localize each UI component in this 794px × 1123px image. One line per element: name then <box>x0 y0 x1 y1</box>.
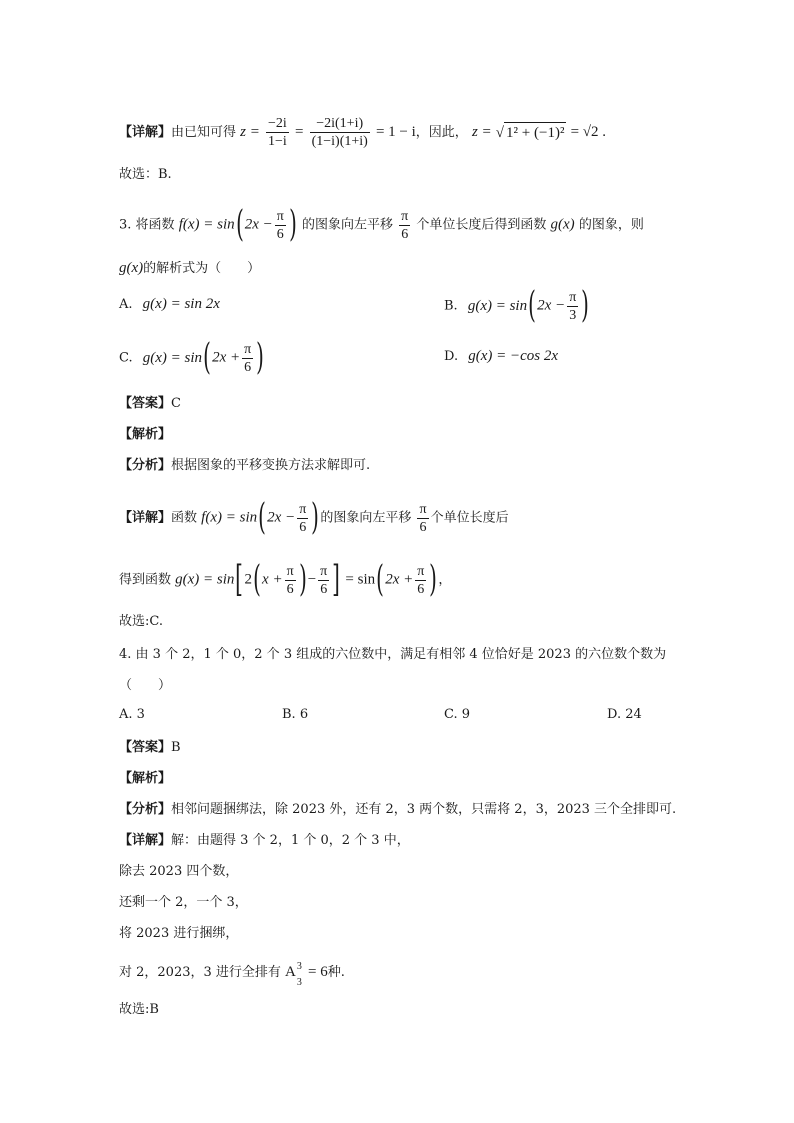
q3-detail-paren-close: ) <box>311 497 320 538</box>
q3-g-full: g(x) = sin <box>175 571 235 588</box>
q4-line-3: 还剩一个 2，一个 3， <box>119 895 248 910</box>
q3-answer-value: C <box>171 396 181 411</box>
q3-option-a <box>119 294 220 315</box>
q3-option-b <box>444 285 590 326</box>
q4-line-2: 除去 2023 四个数， <box>119 864 239 879</box>
q3-arg: 2x − <box>244 216 273 233</box>
q3-eq-sin: = sin <box>345 571 376 588</box>
q3-text-a: 将函数 <box>135 217 175 233</box>
q4-option-a: A. 3 <box>119 707 145 722</box>
q3-detail-arg: 2x − <box>267 509 296 526</box>
fraction-2 <box>310 115 370 150</box>
q3-detail-six: 6 <box>299 519 307 535</box>
perm-sup: 3 <box>296 960 302 972</box>
q3-option-b-pre: g(x) = sin <box>467 297 528 314</box>
q3-detail-f-expr: f(x) = sin <box>201 509 258 526</box>
q3-inner-frac <box>285 563 296 598</box>
q3-detail-line-2 <box>119 559 452 600</box>
q3-minus-frac <box>318 563 329 598</box>
q3-option-b-pi: π <box>569 289 577 305</box>
result: = 1 − i <box>375 124 416 140</box>
q3-stem-line-1 <box>119 204 644 245</box>
q3-detail-pi: π <box>299 501 307 517</box>
q3-option-b-paren-open: ( <box>528 285 536 326</box>
q4-detail-line-1 <box>119 831 410 851</box>
q3-stem-line-2 <box>119 258 260 279</box>
q3-option-c-pi: π <box>244 341 252 357</box>
q3-option-c-paren-close: ) <box>256 337 265 378</box>
q3-brief-line <box>119 456 370 476</box>
radicand: 1² + (−1)² <box>504 122 566 143</box>
q3-choose: 故选:C. <box>119 614 163 629</box>
q3-bracket-close: ] <box>332 559 341 600</box>
q3-minus-six: 6 <box>320 581 328 597</box>
q3-res-pi: π <box>417 563 425 579</box>
q3-pi-6 <box>275 208 286 243</box>
fraction-1-den: 1−i <box>268 134 287 149</box>
detail-label: 【详解】 <box>119 125 172 140</box>
q3-res-paren-open: ( <box>376 559 385 600</box>
q3-inner-paren-open: ( <box>253 559 261 600</box>
q3-detail-line-1 <box>119 497 509 538</box>
abs-rhs: = √2 . <box>570 124 607 140</box>
q3-option-d-label: D. <box>444 349 459 364</box>
therefore-text: ，因此， <box>415 125 468 140</box>
sqrt-expression: √ 1² + (−1)² <box>496 122 567 144</box>
q3-detail-a: 函数 <box>171 510 198 526</box>
q3-text-d: 的图象，则 <box>578 217 644 233</box>
choose-b-1: 故选：B. <box>119 167 172 182</box>
q3-text-c: 个单位长度后得到函数 <box>416 217 547 233</box>
fraction-1 <box>266 115 289 150</box>
q3-detail-label: 【详解】 <box>119 510 172 526</box>
q3-option-b-frac <box>567 289 578 324</box>
q3-option-d <box>444 346 558 367</box>
q3-detail-shift-pi: π <box>419 501 427 517</box>
q3-option-c-frac <box>242 341 253 376</box>
q3-arg-plus: 2x + <box>385 571 414 588</box>
q4-option-c: C. 9 <box>444 707 471 722</box>
q3-shift-frac <box>399 208 410 243</box>
perm-sub: 3 <box>296 976 302 988</box>
q3-option-a-expr: g(x) = sin 2x <box>142 296 220 312</box>
equals: = <box>294 124 304 140</box>
q3-option-c-arg: 2x + <box>212 349 241 366</box>
q3-detail-frac <box>297 501 308 536</box>
q4-answer-value: B <box>171 740 181 755</box>
q3-shift-pi: π <box>401 208 409 224</box>
abs-lhs: z = <box>471 124 492 140</box>
q3-text-e: 的解析式为（ ） <box>143 261 261 276</box>
q3-inner-six: 6 <box>286 581 294 597</box>
q4-line-4: 将 2023 进行捆绑， <box>119 926 239 941</box>
fraction-2-den: (1−i)(1+i) <box>311 134 368 149</box>
q4-brief-line <box>119 800 676 820</box>
q3-two: 2 <box>244 571 252 588</box>
q3-paren-open: ( <box>235 204 244 245</box>
fraction-2-num: −2i(1+i) <box>310 115 370 133</box>
q3-shift-six: 6 <box>401 226 409 242</box>
q3-brief-label: 【分析】 <box>119 458 172 473</box>
q4-analysis-label: 【解析】 <box>119 771 172 786</box>
q4-stem: 4. 由 3 个 2，1 个 0，2 个 3 组成的六位数中，满足有相邻 4 位恰好是 2023 的六位数个数为 <box>119 647 667 662</box>
q3-option-c-pre: g(x) = sin <box>142 349 203 366</box>
q4-answer-line <box>119 738 181 758</box>
q3-option-c <box>119 337 265 378</box>
fraction-1-num: −2i <box>268 116 287 131</box>
detail-intro: 由已知可得 <box>171 125 237 140</box>
perm-symbol: A <box>285 964 296 980</box>
q3-x-plus: x + <box>262 571 283 588</box>
q3-minus-pi: π <box>320 563 328 579</box>
q3-analysis-label: 【解析】 <box>119 427 172 442</box>
q3-six: 6 <box>276 226 284 242</box>
q3-f-expr: f(x) = sin <box>178 216 235 233</box>
q3-text-b: 的图象向左平移 <box>302 217 394 233</box>
q4-line-5-pre: 对 2，2023，3 进行全排有 <box>119 965 281 980</box>
q3-res-frac <box>415 563 426 598</box>
perm-value: = 6 <box>308 964 328 980</box>
q4-detail-label: 【详解】 <box>119 833 172 848</box>
q3-option-b-paren-close: ) <box>581 285 590 326</box>
q4-option-b: B. 6 <box>282 707 309 722</box>
q3-paren-close: ) <box>288 204 297 245</box>
q4-brief-text: 相邻问题捆绑法，除 2023 外，还有 2，3 两个数，只需将 2，3，2023 三个全排即可. <box>171 802 677 817</box>
q4-option-d: D. 24 <box>607 707 642 722</box>
permutation <box>285 960 304 988</box>
q3-res-six: 6 <box>417 581 425 597</box>
q3-option-b-three: 3 <box>569 307 577 323</box>
q3-option-c-six: 6 <box>244 359 252 375</box>
q3-option-c-label: C. <box>119 350 133 366</box>
q3-comma: ， <box>438 572 452 588</box>
q4-paren: （ ） <box>119 678 172 693</box>
q3-res-paren-close: ) <box>429 559 438 600</box>
q4-brief-label: 【分析】 <box>119 802 172 817</box>
q3-option-b-arg: 2x − <box>537 297 566 314</box>
q4-choose: 故选:B <box>119 1002 159 1017</box>
q3-number: 3. <box>119 217 132 233</box>
q3-answer-line <box>119 394 181 414</box>
detail-line-1 <box>119 115 606 150</box>
q3-answer-label: 【答案】 <box>119 396 172 411</box>
q3-detail-shift-frac <box>417 501 428 536</box>
q3-g-expr: g(x) <box>550 216 575 233</box>
q3-option-a-label: A. <box>119 297 133 312</box>
q3-bracket-open: [ <box>235 559 244 600</box>
q3-inner-paren-close: ) <box>298 559 307 600</box>
q4-line-5-post: 种. <box>327 965 345 980</box>
q3-brief-text: 根据图象的平移变换方法求解即可. <box>171 458 371 473</box>
q3-option-d-expr: g(x) = −cos 2x <box>468 348 559 364</box>
q3-detail-b: 的图象向左平移 <box>320 510 412 526</box>
q3-detail-c: 个单位长度后 <box>430 510 509 526</box>
q3-g-expr-2: g(x) <box>119 260 144 276</box>
q3-pi: π <box>276 208 284 224</box>
q3-option-b-label: B. <box>444 298 458 314</box>
q4-line-5 <box>119 960 345 988</box>
q3-detail-shift-six: 6 <box>419 519 427 535</box>
q3-detail-paren-open: ( <box>258 497 267 538</box>
q3-get-text: 得到函数 <box>119 572 172 588</box>
q4-detail-1: 解：由题得 3 个 2，1 个 0，2 个 3 中， <box>171 833 410 848</box>
z-eq: z = <box>240 124 260 140</box>
q3-minus: − <box>307 571 317 588</box>
q3-option-c-paren-open: ( <box>203 337 211 378</box>
q3-inner-pi: π <box>286 563 294 579</box>
q4-answer-label: 【答案】 <box>119 740 172 755</box>
